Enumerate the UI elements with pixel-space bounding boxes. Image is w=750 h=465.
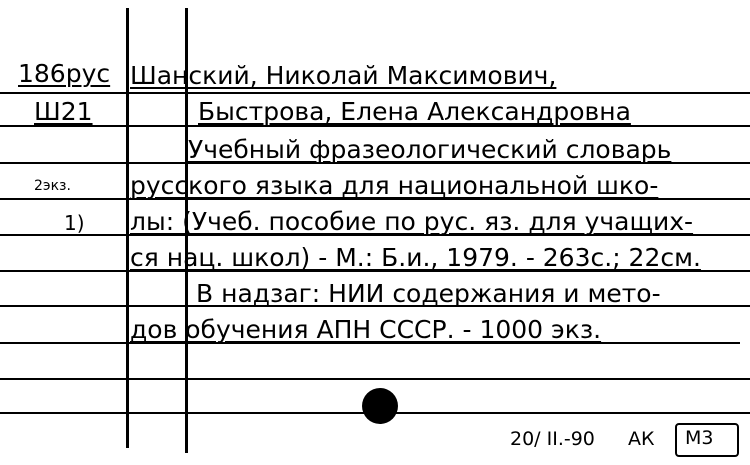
- rule-line: [0, 92, 750, 94]
- punch-hole: [362, 388, 398, 424]
- entry-line-4: русского языка для национальной шко-: [130, 171, 659, 200]
- stamp-initials: АК: [628, 428, 655, 450]
- entry-line-3: Учебный фразеологический словарь: [188, 135, 672, 164]
- rule-line: [0, 378, 750, 380]
- entry-line-1: Шанский, Николай Максимович,: [130, 61, 557, 90]
- stamp-date: 20/ II.-90: [510, 428, 595, 450]
- entry-line-7: В надзаг: НИИ содержания и мето-: [196, 279, 661, 308]
- entry-line-8: дов обучения АПН СССР. - 1000 экз.: [130, 315, 602, 344]
- call-number-class: 186рус: [18, 59, 111, 88]
- stamp-box-label: М3: [685, 427, 714, 449]
- entry-line-5: лы: (Учеб. пособие по рус. яз. для учащих-: [130, 207, 694, 236]
- entry-line-6: ся нац. школ) - М.: Б.и., 1979. - 263с.; 22см.: [130, 243, 701, 272]
- call-number-author: Ш21: [34, 97, 93, 126]
- margin-line-left: [126, 8, 129, 448]
- copies-note: 2экз.: [34, 178, 71, 194]
- margin-mark: 1): [64, 211, 85, 235]
- entry-line-2: Быстрова, Елена Александровна: [198, 97, 631, 126]
